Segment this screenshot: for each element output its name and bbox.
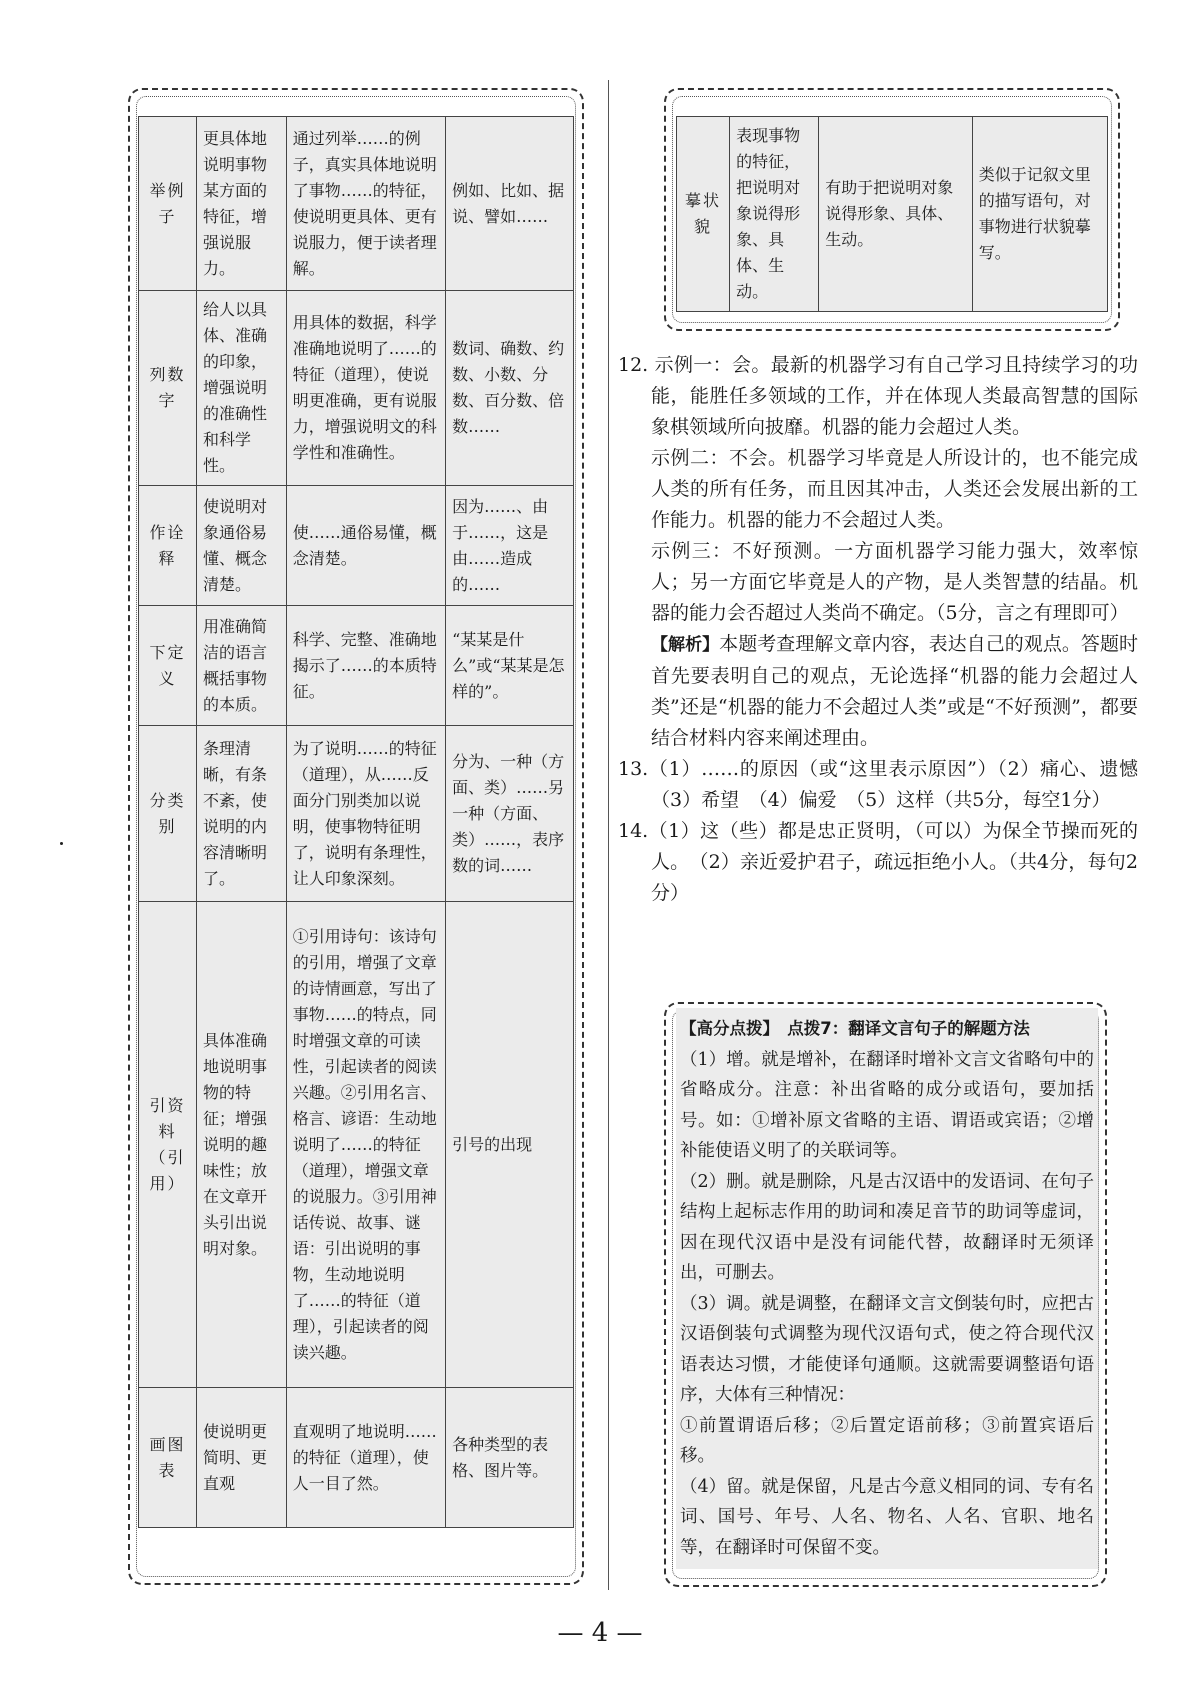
tip-heading: 【高分点拨】 点拨7：翻译文言句子的解题方法 — [680, 1019, 1030, 1038]
table-row — [139, 726, 574, 902]
table-row — [139, 606, 574, 726]
q13-answer: 13.（1）……的原因（或“这里表示原因”）（2）痛心、遗憾（3）希望 （4）偏爱 （5）这样（共5分，每空1分） — [618, 758, 1138, 811]
q12-example3: 示例三：不好预测。一方面机器学习能力强大，效率惊人；另一方面它毕竟是人的产物，是人类智慧的结晶。机器的能力会否超过人类尚不确定。（5分，言之有理即可） — [651, 540, 1138, 624]
table-row — [139, 1388, 574, 1528]
method-answer: 使……通俗易懂，概念清楚。 — [286, 486, 445, 606]
method-marker: 类似于记叙文里的描写语句，对事物进行状貌摹写。 — [972, 117, 1107, 312]
column-divider — [608, 80, 609, 1590]
table-row — [139, 902, 574, 1388]
method-effect: 给人以具体、准确的印象，增强说明的准确性和科学性。 — [196, 291, 286, 486]
table-row — [677, 117, 1108, 312]
method-marker: 分为、一种（方面、类）……另一种（方面、类）……，表序数的词…… — [446, 726, 574, 902]
table-row — [139, 486, 574, 606]
method-name: 下定义 — [139, 606, 197, 726]
tip-paragraph: （2）删。就是删除，凡是古汉语中的发语词、在句子结构上起标志作用的助词和凑足音节的助词等虚词，因在现代汉语中是没有词能代替，故翻译时无须译出，可删去。 — [680, 1171, 1094, 1283]
explanation-methods-table — [138, 116, 574, 1528]
method-marker: 各种类型的表格、图片等。 — [446, 1388, 574, 1528]
method-effect: 条理清晰，有条不紊，使说明的内容清晰明了。 — [196, 726, 286, 902]
q12-example1: 12. 示例一：会。最新的机器学习有自己学习且持续学习的功能，能胜任多领域的工作，并在体现人类最高智慧的国际象棋领域所向披靡。机器的能力会超过人类。 — [618, 354, 1138, 438]
method-answer: 为了说明……的特征（道理），从……反面分门别类加以说明，使事物特征明了，说明有条理性，让人印象深刻。 — [286, 726, 445, 902]
answer-section — [618, 350, 1138, 909]
method-name: 画图表 — [139, 1388, 197, 1528]
method-marker: 引号的出现 — [446, 902, 574, 1388]
tip-paragraph: ①前置谓语后移；②后置定语前移；③前置宾语后移。 — [680, 1415, 1094, 1466]
method-effect: 具体准确地说明事物的特征；增强说明的趣味性；放在文章开头引出说明对象。 — [196, 902, 286, 1388]
method-name: 引资料（引用） — [139, 902, 197, 1388]
q12-analysis — [618, 629, 1138, 754]
method-answer: 有助于把说明对象说得形象、具体、生动。 — [819, 117, 973, 312]
q12-example2: 示例二：不会。机器学习毕竟是人所设计的，也不能完成人类的所有任务，而且因其冲击，人类还会发展出新的工作能力。机器的能力不会超过人类。 — [651, 447, 1138, 531]
method-effect: 使说明对象通俗易懂、概念清楚。 — [196, 486, 286, 606]
method-marker: 数词、确数、约数、小数、分数、百分数、倍数…… — [446, 291, 574, 486]
tip-box — [676, 1008, 1098, 1569]
table-row — [139, 291, 574, 486]
tip-paragraph: （3）调。就是调整，在翻译文言文倒装句时，应把古汉语倒装句式调整为现代汉语句式，使之符合现代汉语表达习惯，才能使译句通顺。这就需要调整语句语序，大体有三种情况： — [680, 1293, 1094, 1405]
method-answer: ①引用诗句：该诗句的引用，增强了文章的诗情画意，写出了事物……的特点，同时增强文章的可读性，引起读者的阅读兴趣。②引用名言、格言、谚语：生动地说明了……的特征（道理），增强文章的说服力。③引用神话传说、故事、谜语：引出说明的事物，生动地说明了……的特征（道理），引起读者的阅读兴趣。 — [286, 902, 445, 1388]
tip-paragraph: （4）留。就是保留，凡是古今意义相同的词、专有名词、国号、年号、人名、物名、人名、官职、地名等，在翻译时可保留不变。 — [680, 1476, 1094, 1558]
method-name: 分类别 — [139, 726, 197, 902]
tip-paragraph: （1）增。就是增补，在翻译时增补文言文省略句中的省略成分。注意：补出省略的成分或语句，要加括号。如：①增补原文省略的主语、谓语或宾语；②增补能使语义明了的关联词等。 — [680, 1049, 1094, 1161]
describe-appearance-table — [676, 116, 1108, 312]
method-answer: 科学、完整、准确地揭示了……的本质特征。 — [286, 606, 445, 726]
method-answer: 用具体的数据，科学准确地说明了……的特征（道理），使说明更准确，更有说服力，增强说明文的科学性和准确性。 — [286, 291, 445, 486]
method-marker: 例如、比如、据说、譬如…… — [446, 117, 574, 291]
method-name: 作诠释 — [139, 486, 197, 606]
page-number: — 4 — — [557, 1618, 643, 1648]
method-marker: “某某是什么”或“某某是怎样的”。 — [446, 606, 574, 726]
stray-dot — [60, 842, 63, 845]
analysis-text: 本题考查理解文章内容，表达自己的观点。答题时首先要表明自己的观点，无论选择“机器的能力会超过人类”还是“机器的能力不会超过人类”或是“不好预测”，都要结合材料内容来阐述理由。 — [651, 633, 1139, 749]
method-effect: 更具体地说明事物某方面的特征，增强说服力。 — [196, 117, 286, 291]
method-effect: 使说明更简明、更直观 — [196, 1388, 286, 1528]
method-answer: 直观明了地说明……的特征（道理），使人一目了然。 — [286, 1388, 445, 1528]
method-answer: 通过列举……的例子，真实具体地说明了事物……的特征，使说明更具体、更有说服力，便于读者理解。 — [286, 117, 445, 291]
q14-answer: 14.（1）这（些）都是忠正贤明，（可以）为保全节操而死的人。 （2）亲近爱护君子，疏远拒绝小人。（共4分，每句2分） — [618, 820, 1138, 904]
method-name: 举例子 — [139, 117, 197, 291]
method-marker: 因为……、由于……，这是由……造成的…… — [446, 486, 574, 606]
method-name: 列数字 — [139, 291, 197, 486]
method-name: 摹状貌 — [677, 117, 730, 312]
method-effect: 用准确简洁的语言概括事物的本质。 — [196, 606, 286, 726]
analysis-tag: 【解析】 — [651, 635, 720, 655]
table-row — [139, 117, 574, 291]
method-effect: 表现事物的特征，把说明对象说得形象、具体、生动。 — [730, 117, 819, 312]
